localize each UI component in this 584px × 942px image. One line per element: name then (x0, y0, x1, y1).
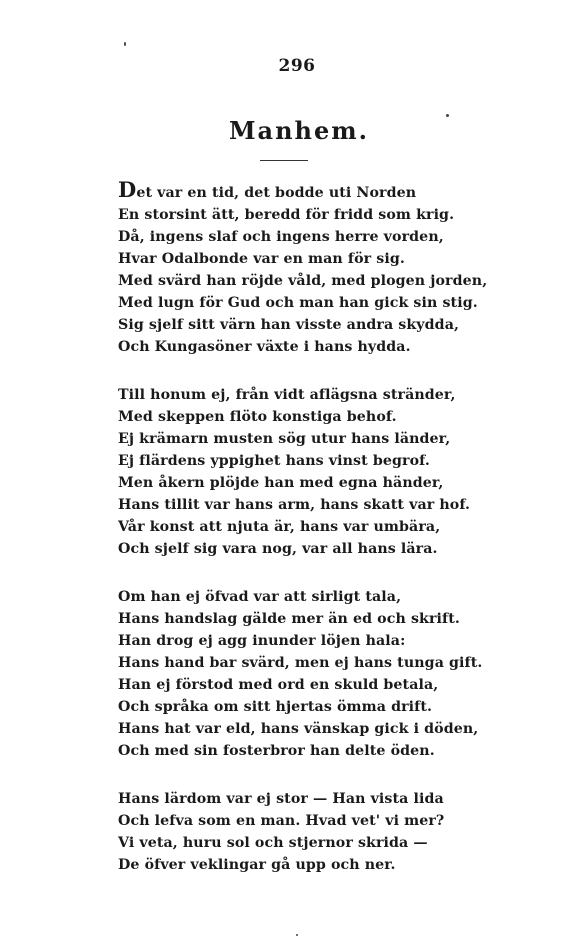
poem-line: Ej flärdens yppighet hans vinst begrof. (118, 453, 430, 469)
first-line-text: et var en tid, det bodde uti Norden (136, 185, 417, 201)
page-number: 296 (278, 56, 316, 76)
poem-line: Vår konst att njuta är, hans var umbära, (118, 519, 441, 535)
poem-line: Hans tillit var hans arm, hans skatt var hof. (118, 497, 471, 513)
poem-line: Ej krämarn musten sög utur hans länder, (118, 431, 451, 447)
scan-speck (124, 42, 126, 46)
initial-letter: D (118, 177, 137, 202)
poem-line: Hans handslag gälde mer än ed och skrift. (118, 611, 460, 627)
poem-line: Då, ingens slaf och ingens herre vorden, (118, 229, 444, 245)
poem-line: Till honum ej, från vidt aflägsna stränder, (118, 387, 456, 403)
poem-line: Med lugn för Gud och man han gick sin stig. (118, 295, 478, 311)
poem-body (118, 177, 558, 902)
poem-line: En storsint ätt, beredd för fridd som krig. (118, 207, 455, 223)
poem-line: De öfver veklingar gå upp och ner. (118, 857, 396, 873)
title-divider (260, 160, 308, 161)
poem-line: Och lefva som en man. Hvad vet' vi mer? (118, 813, 445, 829)
poem-line: Vi veta, huru sol och stjernor skrida — (118, 835, 428, 851)
poem-line: Och språka om sitt hjertas ömma drift. (118, 699, 433, 715)
poem-line: Med svärd han röjde våld, med plogen jorden, (118, 273, 488, 289)
poem-line: Hans hat var eld, hans vänskap gick i döden, (118, 721, 479, 737)
poem-line: Hans lärdom var ej stor — Han vista lida (118, 791, 444, 807)
poem-line: Han drog ej agg inunder löjen hala: (118, 633, 406, 649)
stanza-3 (118, 586, 558, 762)
poem-title: Manhem. (228, 116, 370, 145)
stanza-1 (118, 177, 558, 358)
scan-speck (446, 114, 449, 117)
poem-line: Hvar Odalbonde var en man för sig. (118, 251, 405, 267)
stanza-4 (118, 788, 558, 876)
poem-line: Sig sjelf sitt värn han visste andra skydda, (118, 317, 460, 333)
poem-line: Om han ej öfvad var att sirligt tala, (118, 589, 402, 605)
poem-line: Med skeppen flöto konstiga behof. (118, 409, 397, 425)
poem-line-first (118, 177, 558, 204)
poem-line: Och sjelf sig vara nog, var all hans lära. (118, 541, 438, 557)
poem-line: Men åkern plöjde han med egna händer, (118, 475, 444, 491)
poem-line: Han ej förstod med ord en skuld betala, (118, 677, 439, 693)
poem-line: Och Kungasöner växte i hans hydda. (118, 339, 411, 355)
poem-line: Hans hand bar svärd, men ej hans tunga gift. (118, 655, 483, 671)
poem-line: Och med sin fosterbror han delte öden. (118, 743, 435, 759)
stanza-2 (118, 384, 558, 560)
scan-speck (296, 934, 298, 936)
